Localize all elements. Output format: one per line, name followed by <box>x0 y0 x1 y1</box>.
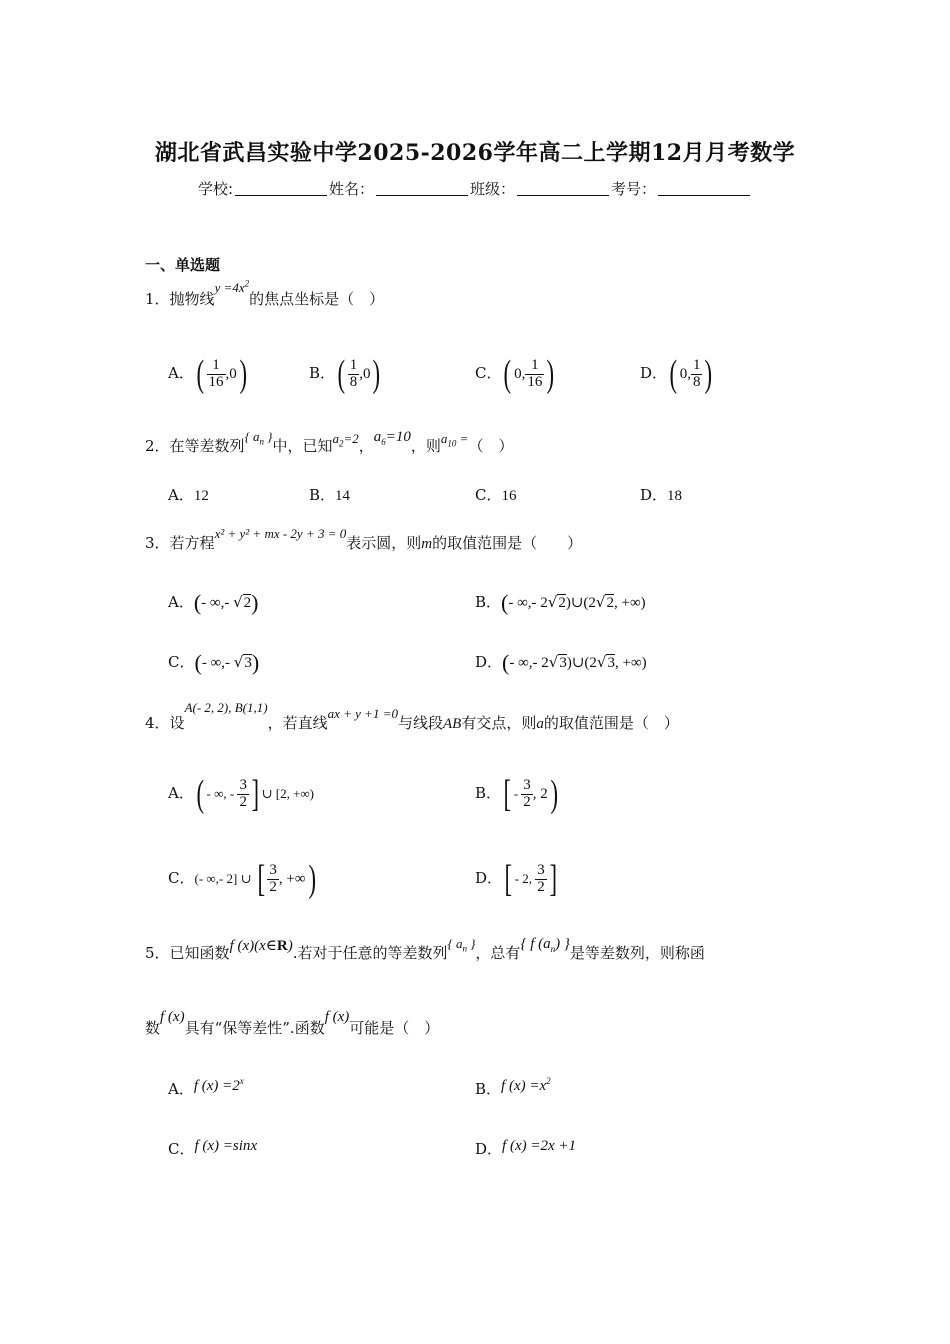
question-text: ， <box>358 437 374 455</box>
option-5b[interactable]: B．f $(x) =x^2$ <box>475 1076 551 1098</box>
question-text: 中，已知 <box>272 437 333 455</box>
points-expression: A(- 2, 2), B(1,1) <box>184 700 268 715</box>
math-expression: x² + y² + mx - 2y + 3 = 0 <box>214 526 347 541</box>
question-2 <box>145 429 514 457</box>
option-2c[interactable]: C．16 <box>475 486 517 504</box>
question-text: 与线段 <box>397 714 443 732</box>
question-text: 在等差数列 <box>169 437 245 455</box>
option-3a[interactable]: A．(- ∞,- √2) <box>168 590 259 615</box>
question-text: ，则 <box>410 437 441 455</box>
math-variable: a <box>536 716 544 732</box>
question-5-line-1 <box>145 936 705 964</box>
question-number: 1． <box>145 290 170 308</box>
math-variable: m <box>421 536 433 552</box>
question-text: 抛物线 <box>169 290 215 308</box>
question-text: 的焦点坐标是（ ） <box>249 290 385 308</box>
question-number: 2． <box>145 437 170 455</box>
function-symbol: f (x) <box>160 1009 185 1025</box>
option-3b[interactable]: B．(- ∞,- 2√2)∪(2√2, +∞) <box>475 590 646 615</box>
term-a6: $a_6=10$ <box>373 429 411 447</box>
option-2b[interactable]: B．14 <box>309 486 351 504</box>
question-text: 的取值范围是（ ） <box>432 534 583 552</box>
option-2d[interactable]: D．18 <box>640 486 683 504</box>
option-4b[interactable]: B．[ - $\frac{3}{2}$ , 2) <box>475 773 558 815</box>
question-text: 数 <box>145 1019 161 1037</box>
option-5c[interactable]: C．f (x) =sinx <box>168 1138 258 1158</box>
function-symbol: f (x) <box>324 1009 350 1025</box>
option-4d[interactable]: D．[ - 2, $\frac{3}{2}$ ] <box>475 858 557 900</box>
option-1d[interactable]: D．( 0, $\frac{1}{8}$ ) <box>640 353 713 395</box>
student-info-line <box>0 178 950 199</box>
option-2a[interactable]: A．12 <box>168 486 209 504</box>
question-text: 表示圆，则 <box>346 534 422 552</box>
exam-no-label: 考号： <box>611 180 657 198</box>
school-blank[interactable] <box>235 181 327 196</box>
question-text: 可能是（ ） <box>349 1019 440 1037</box>
school-label: 学校: <box>197 180 233 198</box>
question-3 <box>145 526 583 553</box>
question-1 <box>145 278 385 309</box>
class-label: 班级： <box>470 180 516 198</box>
page-title: 湖北省武昌实验中学2025-2026学年高二上学期12月月考数学 <box>154 140 796 166</box>
term-a2: $a_2=2$ <box>332 431 359 449</box>
question-number: 4． <box>145 714 170 732</box>
name-label: 姓名： <box>329 180 375 198</box>
exam-no-blank[interactable] <box>658 181 750 196</box>
name-blank[interactable] <box>376 181 468 196</box>
option-4a[interactable]: A．( - ∞, - $\frac{3}{2}$ ] ∪ [2, +∞) <box>168 773 314 815</box>
option-5a[interactable]: A．f $(x) =2^x$ <box>168 1076 244 1098</box>
option-3c[interactable]: C．(- ∞,- √3) <box>168 650 260 675</box>
option-5d[interactable]: D．f (x) =2x +1 <box>475 1138 576 1158</box>
term-a10: $a_{10}$ = <box>440 431 469 449</box>
question-text: 具有“保等差性”.函数 <box>184 1019 325 1037</box>
section-heading: 一、单选题 <box>145 256 221 274</box>
question-text: 若方程 <box>169 534 215 552</box>
question-text: ，若直线 <box>267 714 328 732</box>
line-equation: ax + y +1 =0 <box>327 706 398 721</box>
sequence-symbol: { $a_n$ } <box>447 936 476 954</box>
question-text: 设 <box>169 714 185 732</box>
question-text: ，总有 <box>475 944 521 962</box>
question-text: 的取值范围是（ ） <box>543 714 679 732</box>
question-number: 3． <box>145 534 170 552</box>
function-sequence: { f $(a_n)$ } <box>520 936 570 954</box>
question-text: （ ） <box>468 437 514 455</box>
question-text: .若对于任意的等差数列 <box>292 944 448 962</box>
option-1b[interactable]: B．( $\frac{1}{8}$ ,0) <box>309 353 381 395</box>
option-1a[interactable]: A．( $\frac{1}{16}$ ,0) <box>168 353 247 395</box>
question-number: 5． <box>145 944 170 962</box>
function-domain: f (x)(x∈R) <box>229 938 293 954</box>
option-4c[interactable]: C．(- ∞,- 2] ∪ [ $\frac{3}{2}$ , +∞) <box>168 858 316 900</box>
option-1c[interactable]: C．( 0, $\frac{1}{16}$ ) <box>475 353 555 395</box>
segment-label: AB <box>442 716 462 732</box>
option-3d[interactable]: D．(- ∞,- 2√3)∪(2√3, +∞) <box>475 650 647 675</box>
math-expression: $y =4x^2$ <box>214 278 250 295</box>
question-4 <box>145 700 679 733</box>
class-blank[interactable] <box>517 181 609 196</box>
question-text: 有交点，则 <box>461 714 537 732</box>
sequence-symbol: { $a_n$ } <box>244 429 273 447</box>
question-text: 是等差数列，则称函 <box>569 944 705 962</box>
question-text: 已知函数 <box>169 944 230 962</box>
question-5-line-2 <box>145 1009 440 1038</box>
